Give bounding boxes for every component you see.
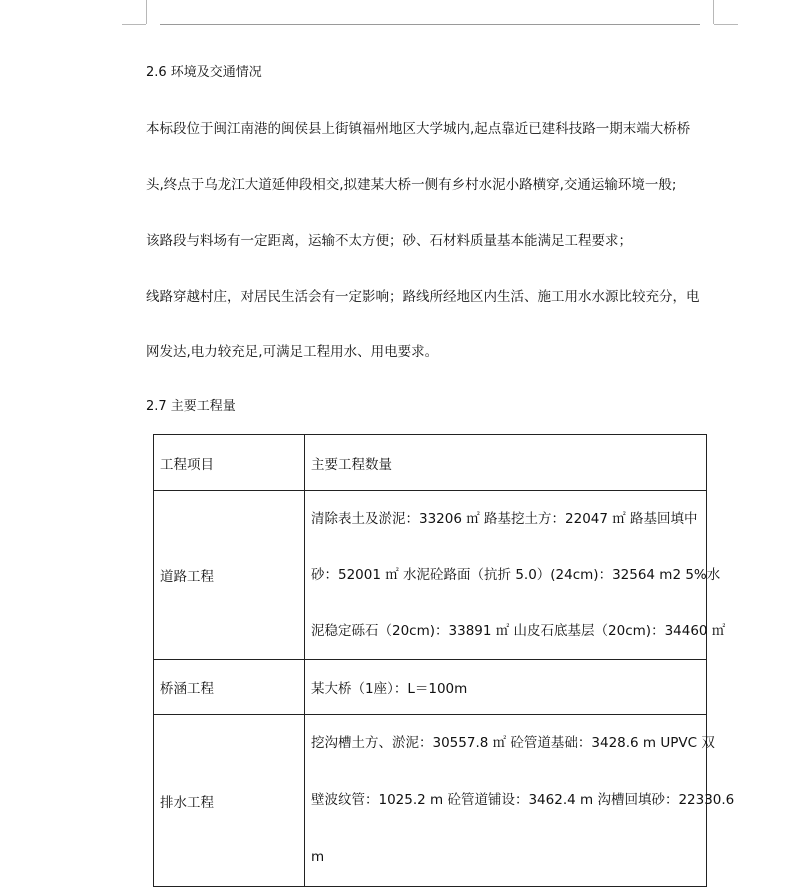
- paragraph-line-4: 线路穿越村庄，对居民生活会有一定影响；路线所经地区内生活、施工用水水源比较充分，电: [146, 289, 700, 305]
- quantity-line: 某大桥（1座）：L＝100m: [311, 681, 468, 697]
- table-row: [154, 715, 707, 887]
- crop-mark-left-vertical: [146, 0, 147, 24]
- paragraph-line-2: 头,终点于乌龙江大道延伸段相交,拟建某大桥一侧有乡村水泥小路横穿,交通运输环境一般;: [146, 177, 677, 193]
- row-item-road: 道路工程: [154, 491, 305, 660]
- page-header-rule: [160, 24, 700, 25]
- header-cell-project: 工程项目: [154, 435, 305, 491]
- quantity-line: m: [311, 849, 325, 865]
- row-quantities-drainage: [305, 715, 735, 887]
- paragraph-line-5: 网发达,电力较充足,可满足工程用水、用电要求。: [146, 344, 439, 360]
- quantity-line: 壁波纹管：1025.2 m 砼管道铺设：3462.4 m 沟槽回填砂：22330.6: [311, 792, 735, 808]
- crop-mark-right-vertical: [713, 0, 714, 24]
- section-2-6-heading: 2.6 环境及交通情况: [146, 65, 262, 80]
- quantity-line: 清除表土及淤泥：33206 ㎡ 路基挖土方：22047 ㎡ 路基回填中: [311, 511, 698, 527]
- header-cell-quantities: 主要工程数量: [305, 435, 707, 491]
- row-item-drainage: 排水工程: [154, 715, 305, 887]
- paragraph-line-3: 该路段与料场有一定距离，运输不太方便；砂、石材料质量基本能满足工程要求；: [146, 233, 632, 249]
- row-item-bridge: 桥涵工程: [154, 660, 305, 715]
- row-quantities-road: [305, 491, 726, 660]
- engineering-quantities-table: [153, 434, 735, 887]
- row-quantities-bridge: [305, 660, 707, 715]
- quantity-line: 挖沟槽土方、淤泥：30557.8 ㎡ 砼管道基础：3428.6 m UPVC 双: [311, 735, 715, 751]
- crop-mark-right-horizontal: [714, 24, 738, 25]
- section-2-7-heading: 2.7 主要工程量: [146, 399, 236, 414]
- quantity-line: 泥稳定砾石（20cm)：33891 ㎡ 山皮石底基层（20cm)：34460 ㎡: [311, 623, 726, 639]
- table-row: [154, 660, 707, 715]
- crop-mark-left-horizontal: [122, 24, 146, 25]
- table-row: [154, 491, 707, 660]
- paragraph-line-1: 本标段位于闽江南港的闽侯县上街镇福州地区大学城内,起点靠近已建科技路一期末端大桥桥: [146, 121, 691, 137]
- table-header-row: [154, 435, 707, 491]
- quantity-line: 砂：52001 ㎡ 水泥砼路面（抗折 5.0）(24cm)：32564 m2 5%水: [311, 567, 721, 583]
